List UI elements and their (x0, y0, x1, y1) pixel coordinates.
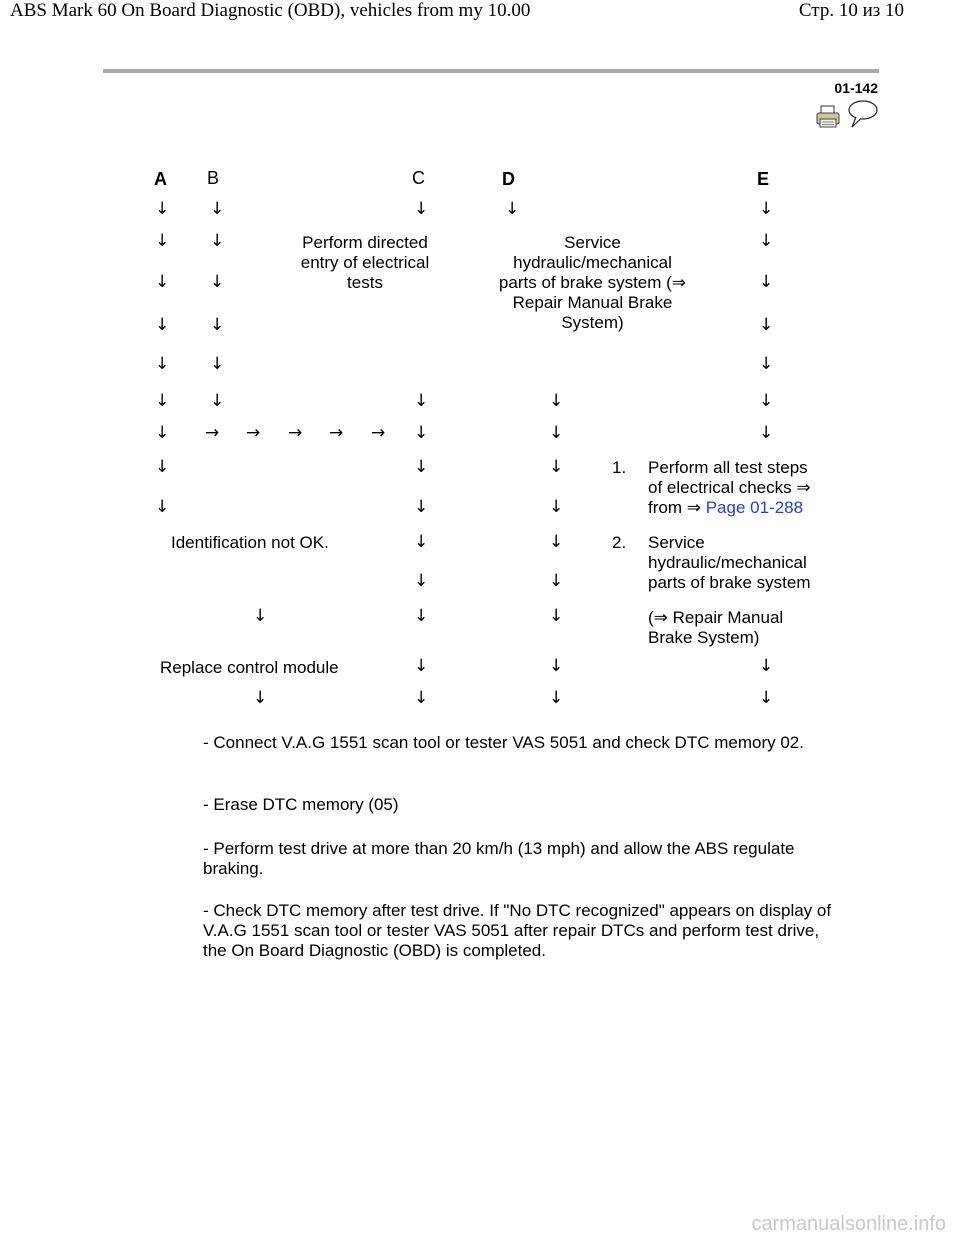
step-number: 1. (612, 458, 627, 477)
step-1-text (648, 458, 811, 518)
text-line: System) (561, 313, 624, 332)
step-number: 2. (612, 533, 627, 552)
document-title: ABS Mark 60 On Board Diagnostic (OBD), vehicles from my 10.00 (10, 0, 531, 21)
text-line: hydraulic/mechanical (648, 553, 807, 572)
down-arrow: ↓ (759, 391, 774, 411)
down-arrow: ↓ (759, 656, 774, 676)
down-arrow: ↓ (414, 497, 429, 517)
text-line: Service (648, 533, 705, 552)
column-c-label: C (412, 168, 425, 188)
text-line: Perform directed (302, 233, 428, 252)
text-line: hydraulic/mechanical (513, 253, 672, 272)
down-arrow: ↓ (759, 199, 774, 219)
down-arrow: ↓ (505, 199, 520, 219)
down-arrow: ↓ (414, 423, 429, 443)
text-line: Perform all test steps (648, 458, 808, 477)
down-arrow: ↓ (759, 231, 774, 251)
column-a-label: A (154, 169, 167, 189)
down-arrow: ↓ (155, 354, 170, 374)
down-arrow: ↓ (210, 315, 225, 335)
down-arrow: ↓ (210, 272, 225, 292)
down-arrow: ↓ (549, 423, 564, 443)
down-arrow: ↓ (210, 231, 225, 251)
down-arrow: ↓ (549, 391, 564, 411)
replace-control-module-label: Replace control module (160, 658, 339, 677)
down-arrow: ↓ (210, 199, 225, 219)
down-arrow: ↓ (549, 656, 564, 676)
text-line (648, 498, 811, 518)
text-line: tests (347, 273, 383, 292)
right-arrow: → (329, 423, 344, 443)
text-line: Service (564, 233, 621, 252)
down-arrow: ↓ (759, 688, 774, 708)
down-arrow: ↓ (759, 272, 774, 292)
instruction-paragraph: - Erase DTC memory (05) (203, 795, 399, 814)
text-line: parts of brake system (648, 573, 811, 592)
down-arrow: ↓ (210, 354, 225, 374)
down-arrow: ↓ (414, 606, 429, 626)
down-arrow: ↓ (155, 457, 170, 477)
text-line: of electrical checks ⇒ (648, 478, 811, 497)
column-e-label: E (757, 169, 770, 189)
down-arrow: ↓ (155, 497, 170, 517)
right-arrow: → (246, 423, 261, 443)
text-line: entry of electrical (300, 253, 430, 272)
down-arrow: ↓ (155, 315, 170, 335)
down-arrow: ↓ (414, 532, 429, 552)
speech-bubble-icon[interactable] (847, 99, 879, 129)
instruction-paragraph: - Connect V.A.G 1551 scan tool or tester VAS 5051 and check DTC memory 02. (203, 733, 804, 752)
down-arrow: ↓ (414, 199, 429, 219)
service-hydraulic-box (480, 233, 705, 333)
down-arrow: ↓ (253, 606, 268, 626)
column-d-label: D (502, 169, 515, 189)
right-arrow: → (371, 423, 386, 443)
down-arrow: ↓ (549, 688, 564, 708)
watermark: carmanualsonline.info (751, 1213, 946, 1235)
down-arrow: ↓ (155, 423, 170, 443)
header-divider (103, 69, 879, 73)
down-arrow: ↓ (759, 423, 774, 443)
column-b-label: B (207, 168, 220, 188)
printer-icon[interactable] (815, 105, 841, 129)
page-link[interactable]: Page 01-288 (705, 498, 804, 517)
step-2-text (648, 533, 811, 593)
instruction-paragraph: - Perform test drive at more than 20 km/h (13 mph) and allow the ABS regulate braking. (203, 839, 795, 878)
down-arrow: ↓ (414, 656, 429, 676)
text-line: parts of brake system (⇒ (498, 273, 687, 292)
down-arrow: ↓ (414, 688, 429, 708)
down-arrow: ↓ (549, 532, 564, 552)
down-arrow: ↓ (155, 199, 170, 219)
text-fragment: from ⇒ (648, 498, 706, 517)
down-arrow: ↓ (155, 272, 170, 292)
down-arrow: ↓ (155, 391, 170, 411)
down-arrow: ↓ (414, 391, 429, 411)
right-arrow: → (288, 423, 303, 443)
down-arrow: ↓ (549, 606, 564, 626)
page-code: 01-142 (834, 80, 878, 96)
page-indicator: Стр. 10 из 10 (798, 0, 904, 21)
down-arrow: ↓ (253, 688, 268, 708)
down-arrow: ↓ (759, 354, 774, 374)
down-arrow: ↓ (414, 571, 429, 591)
text-line: (⇒ Repair Manual (648, 608, 784, 627)
down-arrow: ↓ (549, 457, 564, 477)
down-arrow: ↓ (549, 497, 564, 517)
right-arrow: → (205, 423, 220, 443)
down-arrow: ↓ (414, 457, 429, 477)
text-line: Repair Manual Brake (512, 293, 673, 312)
down-arrow: ↓ (210, 391, 225, 411)
repair-manual-note (648, 608, 783, 648)
text-line: Brake System) (648, 628, 760, 647)
down-arrow: ↓ (549, 571, 564, 591)
perform-directed-tests-box (280, 233, 450, 293)
down-arrow: ↓ (155, 231, 170, 251)
down-arrow: ↓ (759, 315, 774, 335)
identification-not-ok-label: Identification not OK. (171, 533, 329, 552)
instruction-paragraph: - Check DTC memory after test drive. If "No DTC recognized" appears on display of V.A.G 1551 scan tool or tester VAS 5051 after repair DTCs and perform test drive, the On Board Diagnostic (OBD) is completed. (203, 901, 832, 960)
